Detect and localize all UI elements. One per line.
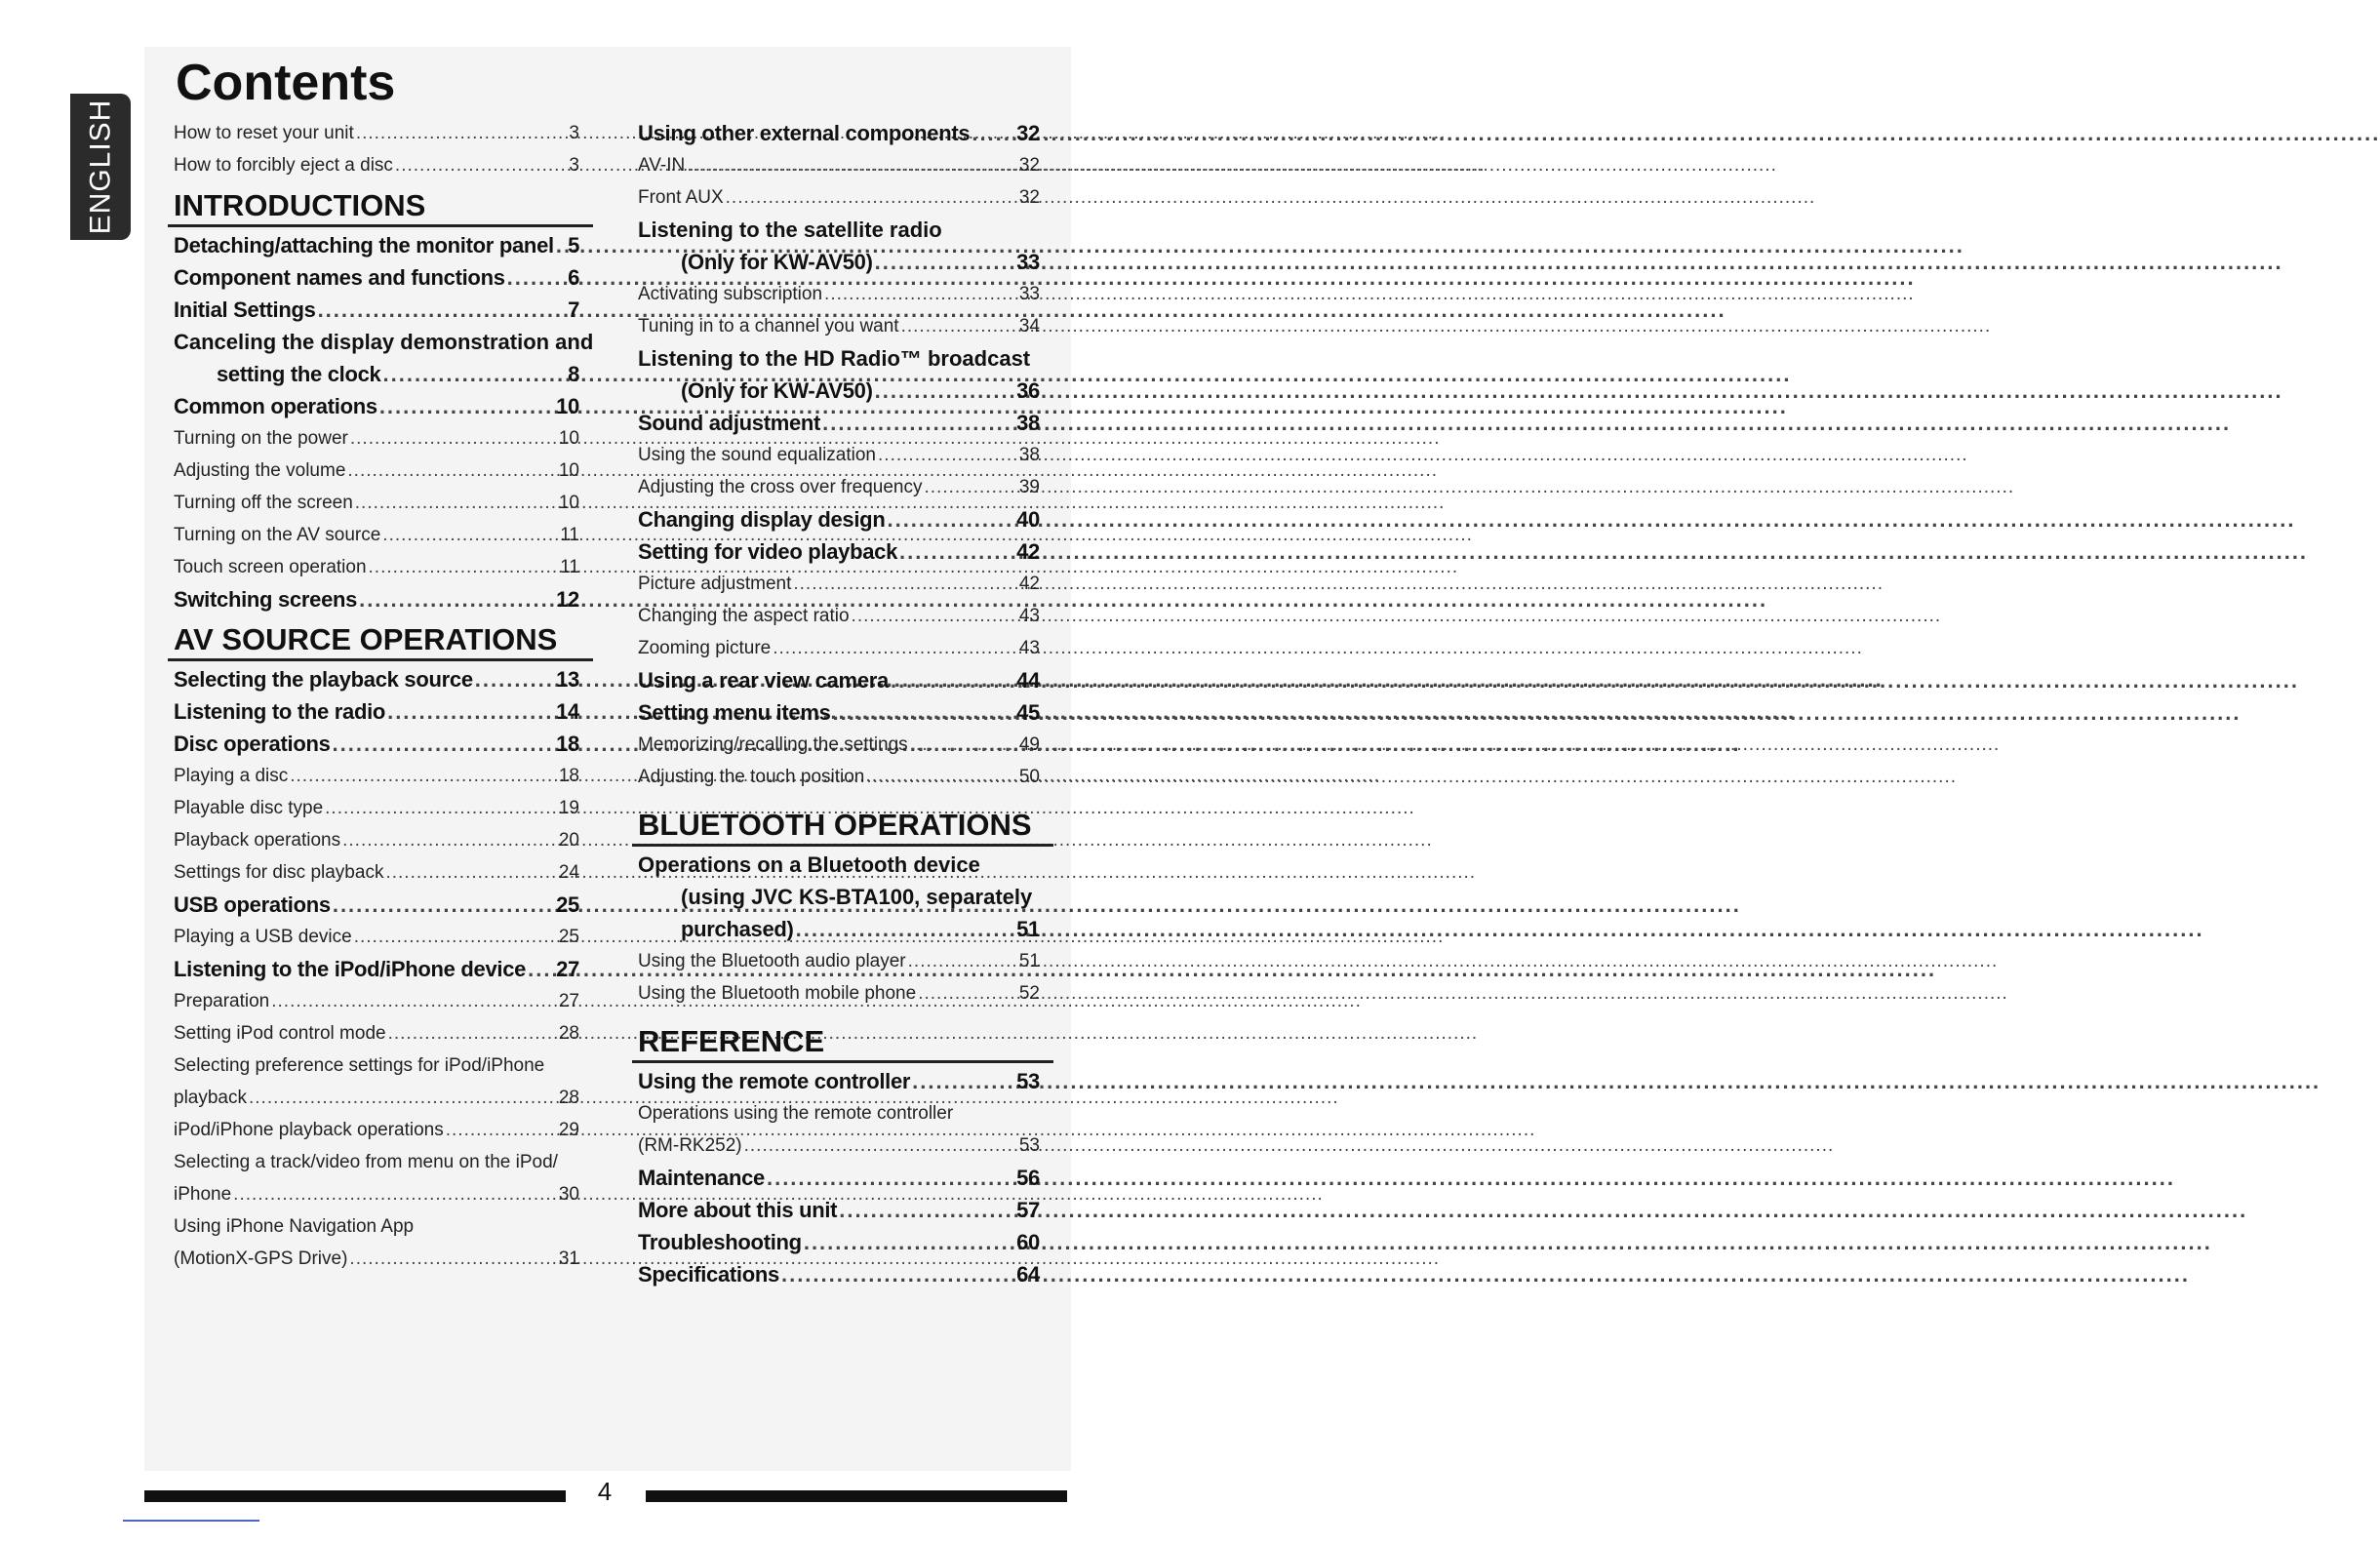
toc-entry[interactable]: Switching screens ..... 12 — [168, 583, 593, 615]
toc-left-column — [168, 117, 593, 1275]
toc-entry[interactable]: Initial Settings ..... 7 — [168, 294, 593, 326]
toc-entry[interactable]: Using other external components ..... 32 — [632, 117, 1053, 149]
toc-entry[interactable]: AV-IN ..... 32 — [632, 149, 1053, 181]
toc-entry[interactable]: Using the sound equalization ..... 38 — [632, 439, 1053, 471]
toc-entry[interactable]: Changing the aspect ratio ..... 43 — [632, 600, 1053, 632]
toc-entry-line[interactable]: Operations using the remote controller — [638, 1103, 954, 1124]
toc-entry[interactable]: How to forcibly eject a disc ..... 3 — [168, 149, 593, 181]
section-heading-introductions: INTRODUCTIONS — [168, 187, 593, 227]
toc-entry[interactable]: Settings for disc playback ..... 24 — [168, 856, 593, 889]
toc-entry-line[interactable]: Listening to the HD Radio™ broadcast — [638, 346, 1031, 371]
toc-entry[interactable]: Turning on the power ..... 10 — [168, 422, 593, 455]
toc-entry[interactable]: Turning on the AV source ..... 11 — [168, 519, 593, 551]
toc-entry[interactable]: Adjusting the touch position ..... 50 — [632, 761, 1053, 793]
toc-entry-line[interactable]: Listening to the satellite radio — [638, 218, 942, 242]
language-tab-label: ENGLISH — [84, 99, 116, 235]
toc-entry[interactable]: Tuning in to a channel you want ..... 34 — [632, 310, 1053, 342]
toc-entry[interactable]: iPhone ..... 30 — [168, 1178, 593, 1210]
toc-entry[interactable]: Component names and functions ..... 6 — [168, 261, 593, 294]
toc-entry-line[interactable]: Canceling the display demonstration and — [174, 330, 594, 354]
toc-entry[interactable]: Using the Bluetooth audio player ..... 51 — [632, 945, 1053, 977]
toc-entry[interactable]: Picture adjustment ..... 42 — [632, 568, 1053, 600]
toc-entry-line[interactable]: Operations on a Bluetooth device — [638, 852, 980, 877]
toc-entry[interactable]: Playing a USB device ..... 25 — [168, 921, 593, 953]
toc-entry[interactable]: Memorizing/recalling the settings ..... 49 — [632, 729, 1053, 761]
footer-underline — [123, 1520, 259, 1522]
toc-entry[interactable]: purchased) ..... 51 — [632, 913, 1053, 945]
toc-entry[interactable]: (Only for KW-AV50) ..... 33 — [632, 246, 1053, 278]
toc-entry[interactable]: (MotionX-GPS Drive) ..... 31 — [168, 1243, 593, 1275]
toc-entry[interactable]: Using the remote controller ..... 53 — [632, 1065, 1053, 1097]
toc-entry[interactable]: Setting iPod control mode ..... 28 — [168, 1017, 593, 1050]
toc-entry[interactable]: Front AUX ..... 32 — [632, 181, 1053, 214]
section-heading-av-source: AV SOURCE OPERATIONS — [168, 621, 593, 661]
toc-entry[interactable]: Setting for video playback ..... 42 — [632, 535, 1053, 568]
toc-entry[interactable]: Sound adjustment ..... 38 — [632, 407, 1053, 439]
toc-entry[interactable]: Troubleshooting ..... 60 — [632, 1226, 1053, 1258]
toc-entry[interactable]: Changing display design ..... 40 — [632, 503, 1053, 535]
toc-entry[interactable]: Turning off the screen ..... 10 — [168, 487, 593, 519]
toc-entry[interactable]: Playback operations ..... 20 — [168, 824, 593, 856]
page-number: 4 — [597, 1477, 613, 1506]
toc-entry[interactable]: Listening to the radio ..... 14 — [168, 695, 593, 728]
toc-entry[interactable]: playback ..... 28 — [168, 1082, 593, 1114]
toc-entry[interactable]: How to reset your unit ..... 3 — [168, 117, 593, 149]
toc-entry[interactable]: Playable disc type ..... 19 — [168, 792, 593, 824]
toc-entry[interactable]: USB operations ..... 25 — [168, 889, 593, 921]
section-heading-bluetooth: BLUETOOTH OPERATIONS — [632, 807, 1053, 847]
toc-entry[interactable]: Playing a disc ..... 18 — [168, 760, 593, 792]
page-title: Contents — [176, 55, 396, 111]
toc-entry[interactable]: Zooming picture ..... 43 — [632, 632, 1053, 664]
toc-entry[interactable]: Selecting the playback source ..... 13 — [168, 663, 593, 695]
section-heading-reference: REFERENCE — [632, 1023, 1053, 1063]
toc-entry[interactable]: Adjusting the volume ..... 10 — [168, 455, 593, 487]
toc-entry[interactable]: Disc operations ..... 18 — [168, 728, 593, 760]
toc-entry[interactable]: Listening to the iPod/iPhone device ..... 27 — [168, 953, 593, 985]
toc-entry[interactable]: More about this unit ..... 57 — [632, 1194, 1053, 1226]
toc-entry-line[interactable]: (using JVC KS-BTA100, separately — [681, 885, 1033, 909]
toc-entry-line[interactable]: Selecting preference settings for iPod/iPhone — [174, 1055, 545, 1076]
toc-entry-line[interactable]: Selecting a track/video from menu on the iPod/ — [174, 1152, 558, 1172]
toc-entry[interactable]: Common operations ..... 10 — [168, 390, 593, 422]
toc-entry[interactable]: Using a rear view camera ..... 44 — [632, 664, 1053, 696]
toc-entry[interactable]: Maintenance ..... 56 — [632, 1162, 1053, 1194]
footer-rule-left — [144, 1490, 566, 1502]
toc-entry[interactable]: Specifications ..... 64 — [632, 1258, 1053, 1290]
toc-entry[interactable]: (Only for KW-AV50) ..... 36 — [632, 375, 1053, 407]
toc-entry[interactable]: (RM-RK252) ..... 53 — [632, 1129, 1053, 1162]
toc-entry[interactable]: setting the clock ..... 8 — [168, 358, 593, 390]
toc-entry[interactable]: Adjusting the cross over frequency ..... 39 — [632, 471, 1053, 503]
toc-entry[interactable]: Activating subscription ..... 33 — [632, 278, 1053, 310]
toc-right-column — [632, 117, 1053, 1290]
toc-entry[interactable]: Using the Bluetooth mobile phone ..... 52 — [632, 977, 1053, 1010]
toc-entry-line[interactable]: Using iPhone Navigation App — [174, 1216, 415, 1237]
toc-entry[interactable]: iPod/iPhone playback operations ..... 29 — [168, 1114, 593, 1146]
toc-entry[interactable]: Preparation ..... 27 — [168, 985, 593, 1017]
toc-entry[interactable]: Touch screen operation ..... 11 — [168, 551, 593, 583]
toc-entry[interactable]: Detaching/attaching the monitor panel ..... 5 — [168, 229, 593, 261]
language-tab — [70, 94, 131, 240]
toc-entry[interactable]: Setting menu items ..... 45 — [632, 696, 1053, 729]
footer-rule-right — [646, 1490, 1067, 1502]
